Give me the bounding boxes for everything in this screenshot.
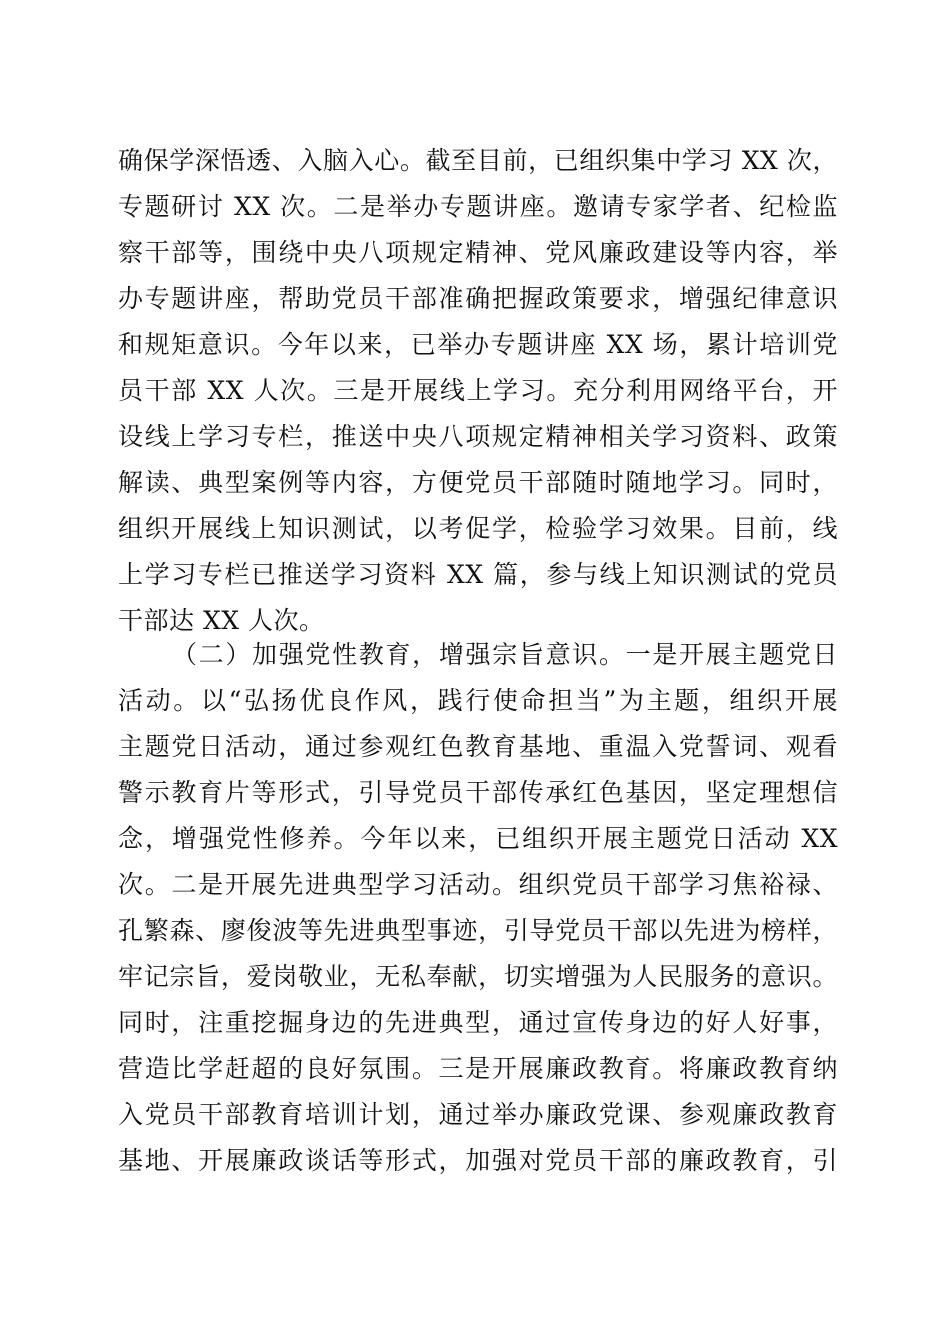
text-line: 察干部等，围绕中央八项规定精神、党风廉政建设等内容，举 xyxy=(118,238,838,267)
text-line: 和规矩意识。今年以来，已举办专题讲座 XX 场，累计培训党 xyxy=(118,330,838,359)
text-line: 入党员干部教育培训计划，通过举办廉政党课、参观廉政教育 xyxy=(118,1100,838,1129)
text-line: 基地、开展廉政谈话等形式，加强对党员干部的廉政教育，引 xyxy=(118,1146,838,1175)
text-line: 牢记宗旨，爱岗敬业，无私奉献，切实增强为人民服务的意识。 xyxy=(118,962,838,991)
text-line: 主题党日活动，通过参观红色教育基地、重温入党誓词、观看 xyxy=(118,732,838,761)
paragraph-study-measures xyxy=(118,138,838,644)
text-line: 组织开展线上知识测试，以考促学，检验学习效果。目前，线 xyxy=(118,514,838,543)
text-line: 念，增强党性修养。今年以来，已组织开展主题党日活动 XX xyxy=(118,824,838,853)
paragraph-party-education xyxy=(118,632,838,1184)
text-line: 活动。以“弘扬优良作风，践行使命担当”为主题，组织开展 xyxy=(118,686,838,715)
text-line: 解读、典型案例等内容，方便党员干部随时随地学习。同时， xyxy=(118,468,838,497)
text-line-last: 干部达 XX 人次。 xyxy=(118,606,325,635)
text-line: 员干部 XX 人次。三是开展线上学习。充分利用网络平台，开 xyxy=(118,376,838,405)
text-line: 确保学深悟透、入脑入心。截至目前，已组织集中学习 XX 次， xyxy=(118,146,838,175)
section-heading-line: （二）加强党性教育，增强宗旨意识。一是开展主题党日 xyxy=(172,640,838,669)
text-line: 警示教育片等形式，引导党员干部传承红色基因，坚定理想信 xyxy=(118,778,838,807)
text-line: 专题研讨 XX 次。二是举办专题讲座。邀请专家学者、纪检监 xyxy=(118,192,838,221)
text-line: 营造比学赶超的良好氛围。三是开展廉政教育。将廉政教育纳 xyxy=(118,1054,838,1083)
text-line: 上学习专栏已推送学习资料 XX 篇，参与线上知识测试的党员 xyxy=(118,560,838,589)
text-line: 同时，注重挖掘身边的先进典型，通过宣传身边的好人好事， xyxy=(118,1008,838,1037)
text-line: 办专题讲座，帮助党员干部准确把握政策要求，增强纪律意识 xyxy=(118,284,838,313)
text-line: 次。二是开展先进典型学习活动。组织党员干部学习焦裕禄、 xyxy=(118,870,838,899)
text-line: 设线上学习专栏，推送中央八项规定精神相关学习资料、政策 xyxy=(118,422,838,451)
text-line: 孔繁森、廖俊波等先进典型事迹，引导党员干部以先进为榜样， xyxy=(118,916,838,945)
